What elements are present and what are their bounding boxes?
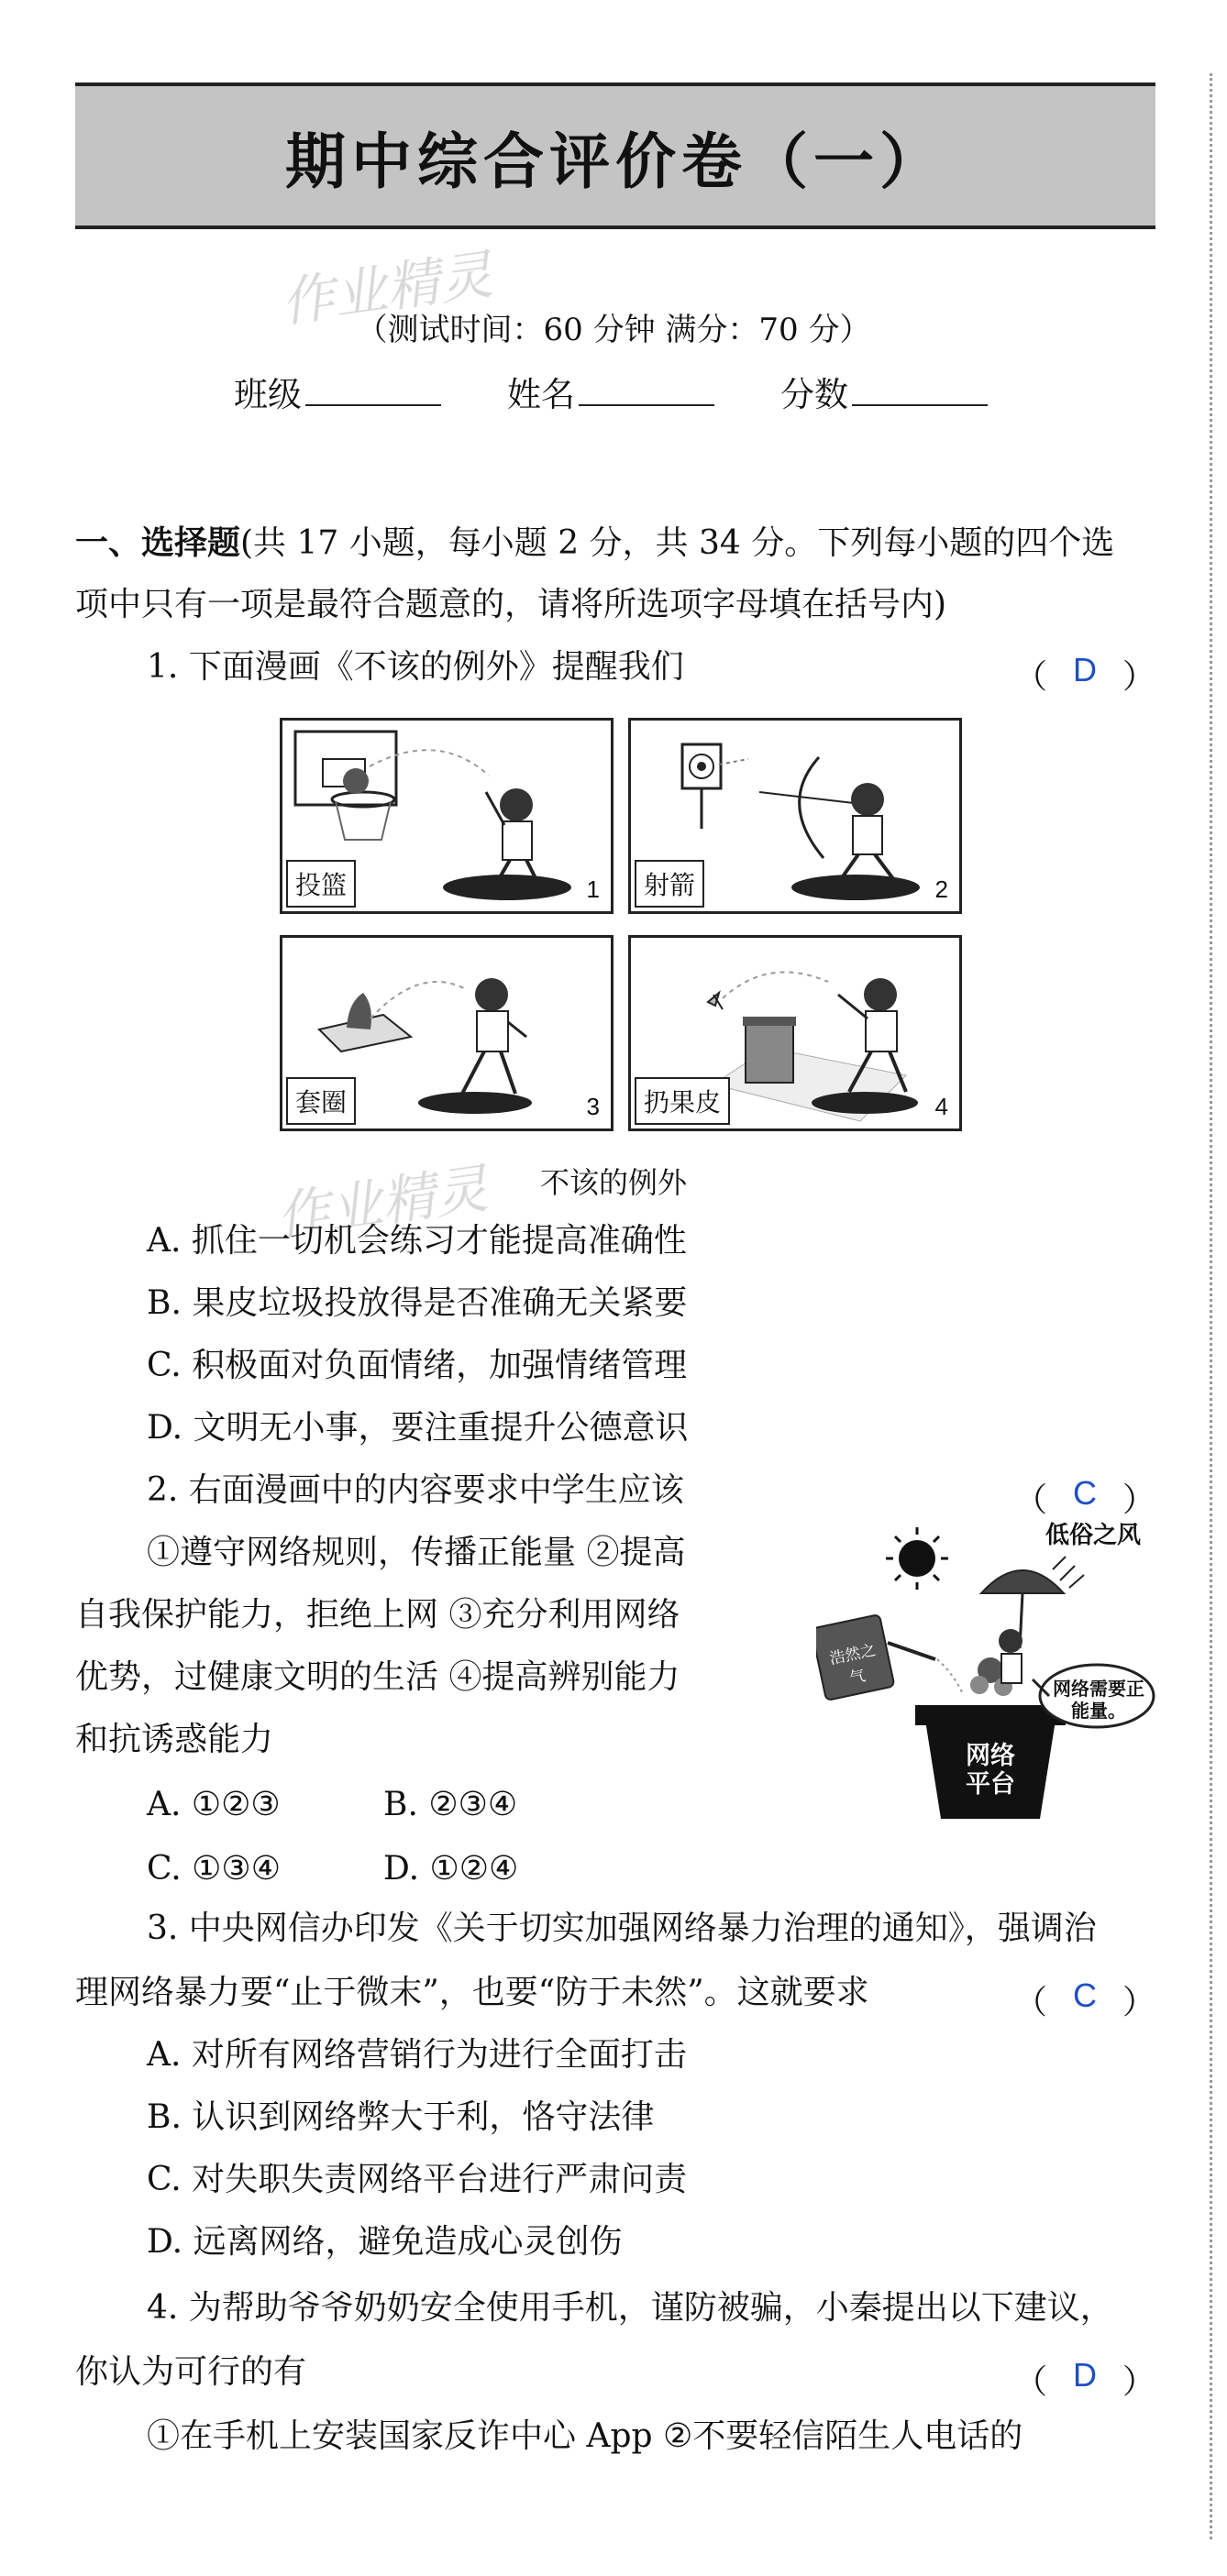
watermark-middle: 作业精灵 [272,1157,492,1249]
q1-cartoon-caption: 不该的例外 [539,1165,687,1200]
q4-stem-line1: 4. 为帮助爷爷奶奶安全使用手机，谨防被骗，小秦提出以下建议， [147,2289,1113,2327]
q2-answer-bracket: （ C ） [1013,1474,1155,1519]
section1-intro-a: (共 17 小题，每小题 2 分，共 34 分。下列每小题的四个选 [240,524,1115,562]
q1-option-a[interactable]: A. 抓住一切机会练习才能提高准确性 [147,1222,687,1260]
q3-answer: C [1072,1976,1097,2014]
exam-meta: （测试时间：60 分钟 满分：70 分） [356,312,871,348]
panel-1-label: 投篮 [286,860,356,908]
q4-stem-line2: 你认为可行的有 [75,2353,307,2391]
panel-4-label: 扔果皮 [635,1077,730,1125]
q3-option-d[interactable]: D. 远离网络，避免造成心灵创伤 [147,2223,623,2261]
panel-2-number: 2 [934,875,948,903]
score-field[interactable] [780,367,988,416]
q4-body-line1: ①在手机上安装国家反诈中心 App ②不要轻信陌生人电话的 [147,2417,1023,2455]
class-label: 班级 [234,375,302,414]
q2-answer: C [1072,1474,1097,1512]
name-blank[interactable] [579,377,714,406]
cartoon-speech-bubble: 网络需要正能量。 [1053,1678,1144,1722]
q3-stem-line2: 理网络暴力要“止于微末”，也要“防于未然”。这就要求 [75,1974,869,2011]
q2-cartoon [816,1522,1165,1824]
q1-answer: D [1072,651,1097,688]
page-title: 期中综合评价卷（一） [285,125,945,197]
panel-1-number: 1 [586,875,600,903]
cartoon-can-label: 浩然之气 [827,1641,878,1689]
q1-option-d[interactable]: D. 文明无小事，要注重提升公德意识 [147,1409,689,1447]
q3-option-b[interactable]: B. 认识到网络弊大于利，恪守法律 [147,2098,655,2136]
q3-option-a[interactable]: A. 对所有网络营销行为进行全面打击 [147,2036,687,2074]
q1-answer-bracket: （ D ） [1013,651,1155,696]
q3-stem-line1: 3. 中央网信办印发《关于切实加强网络暴力治理的通知》，强调治 [147,1910,1097,1947]
cartoon-panel-1 [280,718,614,914]
q1-stem: 1. 下面漫画《不该的例外》提醒我们 [147,648,684,686]
student-info-fields [234,367,988,416]
score-label: 分数 [780,375,848,414]
q2-option-c[interactable]: C. ①③④ [147,1850,281,1888]
panel-4-number: 4 [934,1093,948,1120]
section1-heading: 一、选择题 [75,523,241,562]
q2-body-line2: 自我保护能力，拒绝上网 ③充分利用网络 [75,1596,680,1634]
title-banner [75,83,1155,229]
q3-answer-bracket: （ C ） [1013,1976,1155,2021]
q1-option-b[interactable]: B. 果皮垃圾投放得是否准确无关紧要 [147,1284,688,1322]
cartoon-panel-2 [628,718,962,914]
watermark-top: 作业精灵 [277,243,497,335]
score-blank[interactable] [852,377,988,406]
panel-2-label: 射箭 [635,860,704,908]
class-blank[interactable] [305,377,441,406]
cartoon-panel-4 [628,935,962,1131]
class-field[interactable] [234,367,441,416]
cartoon-panel-3 [280,935,614,1131]
panel-3-label: 套圈 [286,1077,356,1125]
q2-body-line1: ①遵守网络规则，传播正能量 ②提高 [147,1534,686,1571]
cartoon-pot-label: 网络平台 [966,1742,1015,1800]
panel-3-number: 3 [586,1093,600,1120]
q1-option-c[interactable]: C. 积极面对负面情绪，加强情绪管理 [147,1347,688,1384]
section1-intro-b: 项中只有一项是最符合题意的，请将所选项字母填在括号内) [75,586,947,623]
q2-option-d[interactable]: D. ①②④ [383,1850,519,1888]
q2-stem: 2. 右面漫画中的内容要求中学生应该 [147,1471,684,1509]
q2-option-b[interactable]: B. ②③④ [383,1786,518,1823]
q4-answer-bracket: （ D ） [1013,2356,1155,2401]
section1-intro-line1 [75,523,1155,562]
q4-answer: D [1072,2356,1097,2394]
q2-body-line3: 优势，过健康文明的生活 ④提高辨别能力 [75,1658,680,1696]
name-field[interactable] [507,367,714,416]
cartoon-wind-label: 低俗之风 [1045,1522,1142,1549]
q3-option-c[interactable]: C. 对失职失责网络平台进行严肃问责 [147,2161,688,2198]
page-edge-dotted-rule [1210,73,1212,2539]
name-label: 姓名 [507,375,575,414]
q2-body-line4: 和抗诱惑能力 [75,1721,274,1758]
q2-option-a[interactable]: A. ①②③ [147,1786,281,1823]
